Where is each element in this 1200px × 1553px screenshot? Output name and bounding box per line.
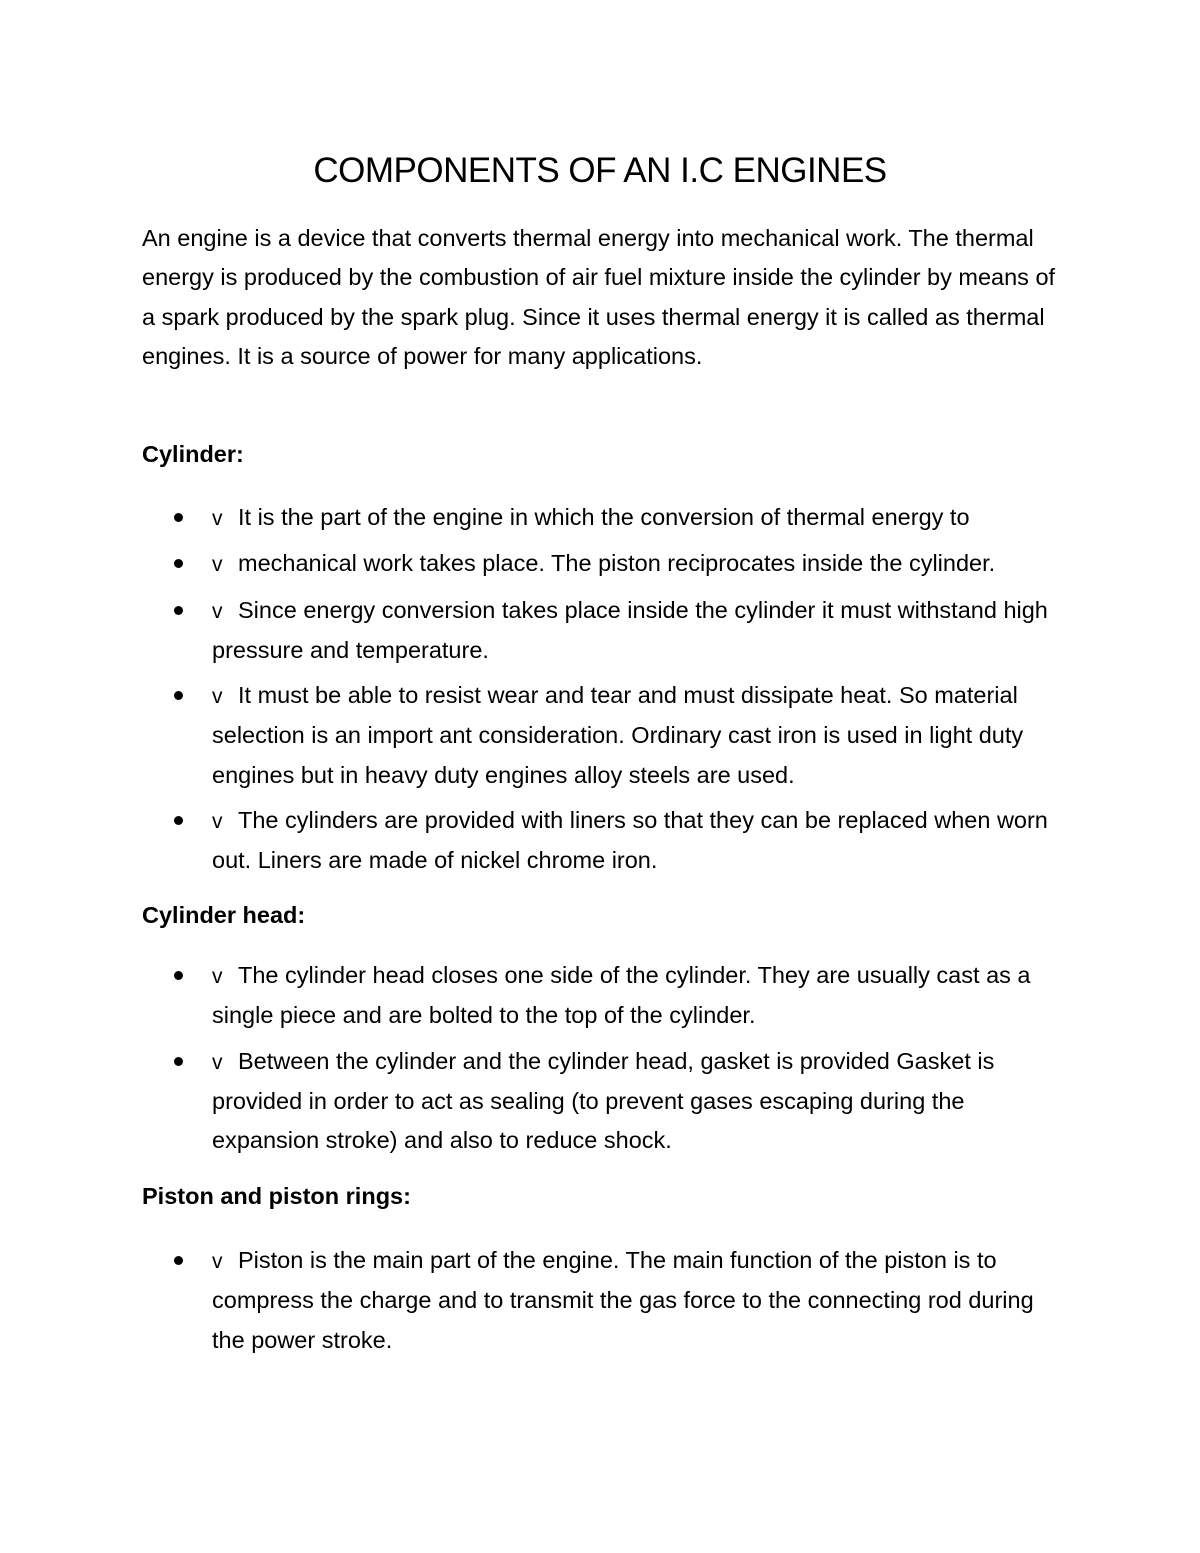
bullet-mark: v [212, 507, 223, 530]
list-item [0, 956, 1200, 1036]
list-item [0, 591, 1200, 671]
list-item [0, 498, 1200, 538]
bullet-dot-icon [174, 559, 183, 568]
list-item [0, 801, 1200, 881]
bullet-dot-icon [174, 606, 183, 615]
cylinder-head-bullet-list [0, 956, 1200, 1160]
piston-bullet-list [0, 1241, 1200, 1360]
bullet-mark: v [212, 685, 223, 709]
bullet-text: It must be able to resist wear and tear and must dissipate heat. So material selection is an import ant consideration. Ordinary cast iron is used in light duty engines but in heavy duty engines alloy steels are used. [212, 682, 1024, 788]
bullet-text: Between the cylinder and the cylinder head, gasket is provided Gasket is provided in order to act as sealing (to prevent gases escaping during the expansion stroke) and also to reduce shock. [212, 1047, 995, 1154]
bullet-mark: v [212, 1250, 223, 1273]
bullet-mark: v [212, 553, 223, 577]
list-item [0, 1241, 1200, 1360]
section-heading-piston: Piston and piston rings: [142, 1183, 411, 1209]
bullet-text: mechanical work takes place. The piston reciprocates inside the cylinder. [238, 550, 996, 577]
list-item [0, 676, 1200, 795]
bullet-dot-icon [174, 1256, 183, 1265]
intro-paragraph: An engine is a device that converts thermal energy into mechanical work. The thermal energy is produced by the combustion of air fuel mixture inside the cylinder by means of a spark produced by the spark plug. Since it uses thermal energy it is called as thermal engines. It is a source of power for many applications. [142, 225, 1056, 369]
bullet-dot-icon [174, 1057, 183, 1066]
bullet-text: The cylinder head closes one side of the cylinder. They are usually cast as a single piece and are bolted to the top of the cylinder. [212, 962, 1031, 1029]
bullet-text: Since energy conversion takes place inside the cylinder it must withstand high pressure and temperature. [212, 596, 1048, 663]
cylinder-bullet-list [0, 498, 1200, 881]
bullet-dot-icon [174, 816, 183, 825]
bullet-dot-icon [174, 971, 183, 980]
bullet-text: It is the part of the engine in which the conversion of thermal energy to [238, 504, 970, 530]
section-heading-cylinder-head: Cylinder head: [142, 902, 306, 928]
bullet-text: The cylinders are provided with liners so that they can be replaced when worn out. Liners are made of nickel chrome iron. [212, 807, 1048, 874]
section-heading-cylinder: Cylinder: [142, 441, 244, 467]
bullet-text: Piston is the main part of the engine. The main function of the piston is to compress the charge and to transmit the gas force to the connecting rod during the power stroke. [212, 1247, 1034, 1353]
bullet-mark: v [212, 1050, 223, 1074]
list-item [0, 544, 1200, 584]
list-item [0, 1042, 1200, 1161]
bullet-mark: v [212, 599, 223, 623]
bullet-mark: v [212, 965, 223, 988]
bullet-mark: v [212, 810, 223, 834]
page-title: COMPONENTS OF AN I.C ENGINES [313, 151, 887, 190]
bullet-dot-icon [174, 513, 183, 522]
bullet-dot-icon [174, 691, 183, 700]
